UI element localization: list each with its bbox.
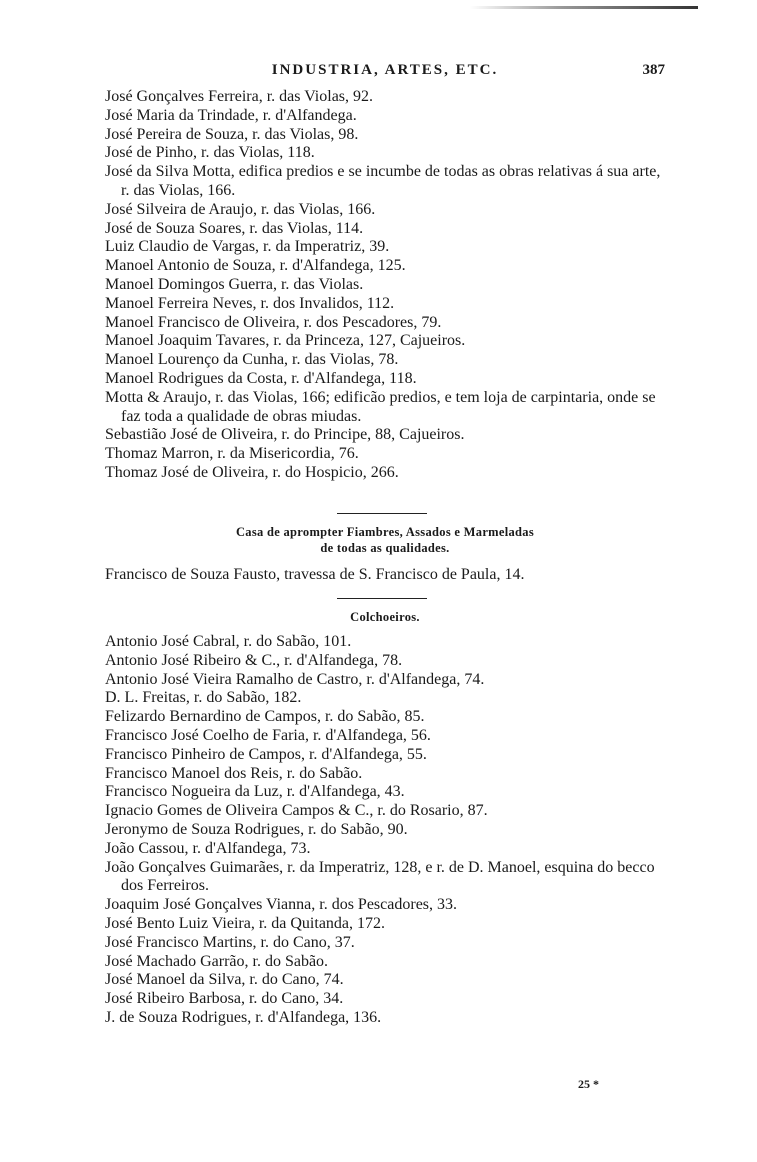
section-heading-colchoeiros: Colchoeiros. xyxy=(350,610,420,624)
directory-entry: José Machado Garrão, r. do Sabão. xyxy=(105,952,329,970)
directory-entry: José Maria da Trindade, r. d'Alfandega. xyxy=(105,106,357,124)
directory-entry: José de Souza Soares, r. das Violas, 114. xyxy=(105,219,364,237)
heading-line: de todas as qualidades. xyxy=(320,541,450,555)
directory-entry: José Francisco Martins, r. do Cano, 37. xyxy=(105,933,355,951)
entry-list-section3 xyxy=(105,633,670,1028)
directory-entry: Joaquim José Gonçalves Vianna, r. dos Pescadores, 33. xyxy=(105,896,458,914)
directory-entry: José de Pinho, r. das Violas, 118. xyxy=(105,144,315,162)
directory-entry: Felizardo Bernardino de Campos, r. do Sabão, 85. xyxy=(105,708,425,726)
running-title: INDUSTRIA, ARTES, ETC. xyxy=(271,62,499,78)
scan-edge-mark xyxy=(470,6,698,9)
section-divider xyxy=(337,598,427,599)
directory-entry: Motta & Araujo, r. das Violas, 166; edificão predios, e tem loja de carpintaria, onde se faz toda a qualidade de obras miudas. xyxy=(105,388,656,425)
directory-entry: Antonio José Ribeiro & C., r. d'Alfandega, 78. xyxy=(105,651,403,669)
directory-entry: José Manoel da Silva, r. do Cano, 74. xyxy=(105,971,344,989)
directory-entry: Francisco Manoel dos Reis, r. do Sabão. xyxy=(105,764,363,782)
directory-entry: Thomaz José de Oliveira, r. do Hospicio, 266. xyxy=(105,463,399,481)
entry-list-section2 xyxy=(105,566,670,585)
directory-entry: Ignacio Gomes de Oliveira Campos & C., r. do Rosario, 87. xyxy=(105,802,488,820)
directory-entry: Manoel Francisco de Oliveira, r. dos Pescadores, 79. xyxy=(105,313,442,331)
page-header xyxy=(105,62,665,82)
directory-entry: Antonio José Cabral, r. do Sabão, 101. xyxy=(105,633,352,650)
directory-entry: João Cassou, r. d'Alfandega, 73. xyxy=(105,839,311,857)
directory-entry: Manoel Lourenço da Cunha, r. das Violas, 78. xyxy=(105,351,399,369)
directory-entry: Francisco José Coelho de Faria, r. d'Alfandega, 56. xyxy=(105,726,431,744)
directory-entry: Manoel Joaquim Tavares, r. da Princeza, 127, Cajueiros. xyxy=(105,332,466,350)
directory-entry: João Gonçalves Guimarães, r. da Imperatriz, 128, e r. de D. Manoel, esquina do becco dos Ferreiros. xyxy=(105,858,655,895)
page-number: 387 xyxy=(642,62,665,78)
directory-entry: D. L. Freitas, r. do Sabão, 182. xyxy=(105,689,302,707)
signature-mark: 25 * xyxy=(578,1077,599,1091)
directory-entry: Jeronymo de Souza Rodrigues, r. do Sabão, 90. xyxy=(105,820,408,838)
entry-list-section1 xyxy=(105,88,670,483)
directory-entry: Manoel Antonio de Souza, r. d'Alfandega, 125. xyxy=(105,257,406,275)
directory-entry: José Pereira de Souza, r. das Violas, 98. xyxy=(105,125,359,143)
directory-entry: Thomaz Marron, r. da Misericordia, 76. xyxy=(105,445,359,463)
section-heading-fiambres xyxy=(105,524,665,556)
directory-entry: Manoel Rodrigues da Costa, r. d'Alfandega, 118. xyxy=(105,369,417,387)
directory-entry: Francisco de Souza Fausto, travessa de S. Francisco de Paula, 14. xyxy=(105,566,525,583)
directory-entry: Francisco Pinheiro de Campos, r. d'Alfandega, 55. xyxy=(105,745,427,763)
heading-line: Casa de aprompter Fiambres, Assados e Marmeladas xyxy=(235,525,535,539)
directory-entry: José da Silva Motta, edifica predios e se incumbe de todas as obras relativas á sua arte, r. das Violas, 166. xyxy=(105,163,661,199)
directory-entry: Manoel Domingos Guerra, r. das Violas. xyxy=(105,275,364,293)
directory-entry: José Silveira de Araujo, r. das Violas, 166. xyxy=(105,200,376,218)
directory-entry: Manoel Ferreira Neves, r. dos Invalidos, 112. xyxy=(105,294,395,312)
directory-entry: Francisco Nogueira da Luz, r. d'Alfandega, 43. xyxy=(105,783,405,801)
directory-entry: Antonio José Vieira Ramalho de Castro, r. d'Alfandega, 74. xyxy=(105,670,485,688)
directory-entry: José Ribeiro Barbosa, r. do Cano, 34. xyxy=(105,990,344,1008)
directory-entry: José Gonçalves Ferreira, r. das Violas, 92. xyxy=(105,88,374,105)
directory-entry: Luiz Claudio de Vargas, r. da Imperatriz, 39. xyxy=(105,238,390,256)
directory-entry: Sebastião José de Oliveira, r. do Principe, 88, Cajueiros. xyxy=(105,426,465,444)
section-divider xyxy=(337,513,427,514)
directory-entry: J. de Souza Rodrigues, r. d'Alfandega, 136. xyxy=(105,1008,382,1026)
directory-entry: José Bento Luiz Vieira, r. da Quitanda, 172. xyxy=(105,914,386,932)
